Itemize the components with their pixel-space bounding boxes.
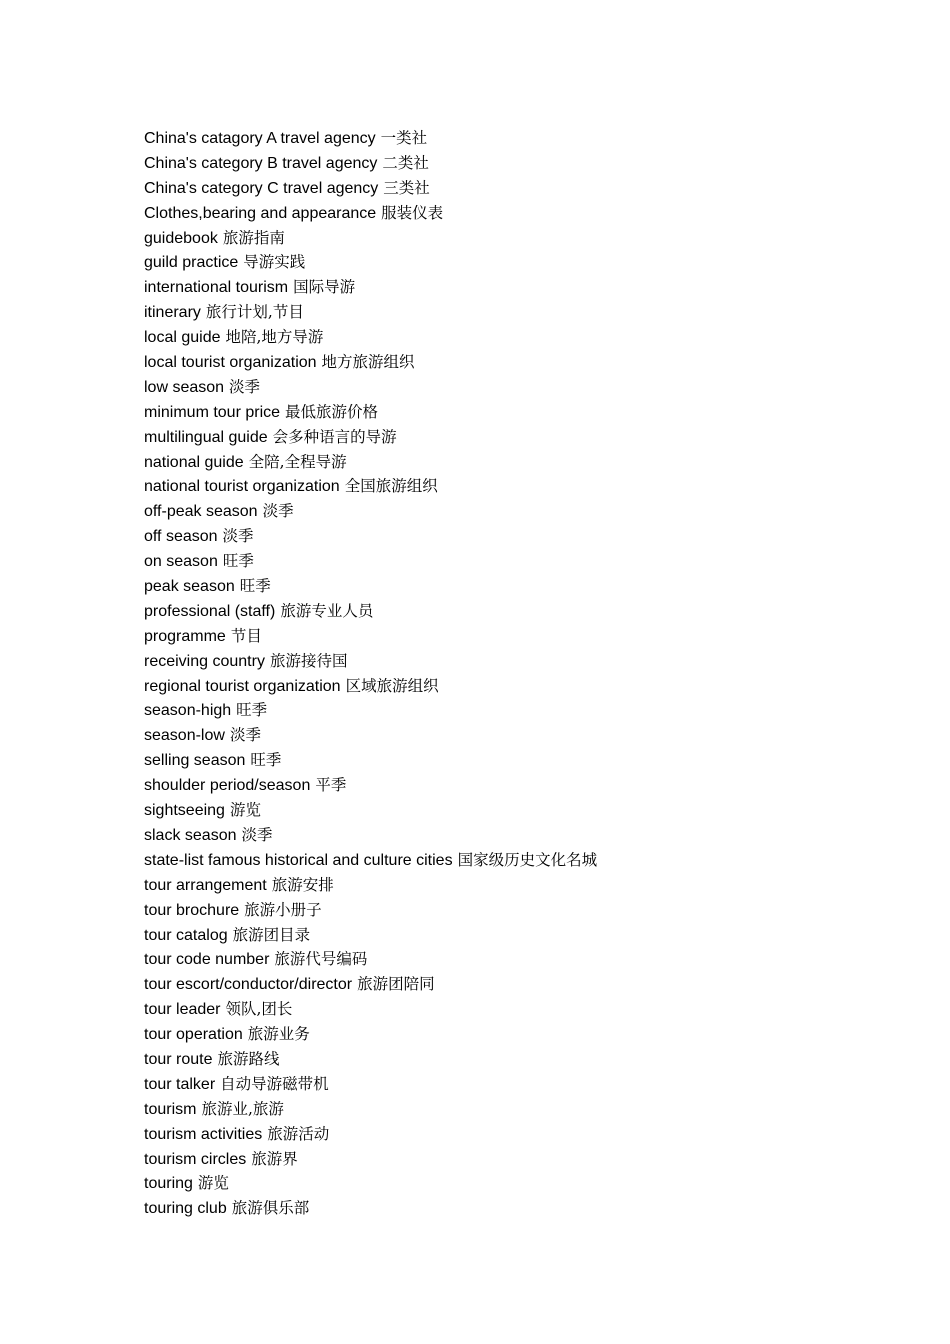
- chinese-term: 旅游业,旅游: [201, 1099, 284, 1118]
- glossary-entry: [144, 624, 597, 649]
- english-term: tourism circles: [144, 1150, 247, 1168]
- chinese-term: 旅游活动: [267, 1124, 330, 1143]
- english-term: tour route: [144, 1050, 213, 1068]
- english-term: international tourism: [144, 279, 289, 297]
- chinese-term: 旅行计划,节目: [205, 303, 304, 322]
- english-term: tour operation: [144, 1026, 243, 1044]
- chinese-term: 节目: [230, 626, 262, 645]
- chinese-term: 旅游指南: [222, 228, 285, 247]
- english-term: China's category C travel agency: [144, 179, 379, 197]
- chinese-term: 自动导游磁带机: [220, 1074, 329, 1093]
- chinese-term: 区域旅游组织: [345, 676, 439, 695]
- glossary-entry: [144, 748, 597, 773]
- glossary-entry: [144, 350, 597, 375]
- glossary-entry: [144, 947, 597, 972]
- glossary-entry: [144, 1072, 597, 1097]
- glossary-entry: [144, 848, 597, 873]
- english-term: professional (staff): [144, 602, 276, 620]
- english-term: tour catalog: [144, 926, 228, 944]
- chinese-term: 旅游路线: [217, 1049, 280, 1068]
- glossary-entry: [144, 1097, 597, 1122]
- english-term: slack season: [144, 826, 237, 844]
- english-term: national tourist organization: [144, 478, 340, 496]
- glossary-entry: [144, 997, 597, 1022]
- glossary-entry: [144, 873, 597, 898]
- glossary-entry: [144, 798, 597, 823]
- chinese-term: 最低旅游价格: [285, 402, 379, 421]
- chinese-term: 淡季: [241, 825, 273, 844]
- chinese-term: 淡季: [262, 502, 294, 521]
- chinese-term: 旺季: [239, 577, 271, 596]
- english-term: tourism activities: [144, 1125, 263, 1143]
- glossary-entry: [144, 400, 597, 425]
- glossary-entry: [144, 250, 597, 275]
- glossary-entry: [144, 1171, 597, 1196]
- glossary-entry: [144, 1147, 597, 1172]
- glossary-entry: [144, 898, 597, 923]
- chinese-term: 游览: [197, 1174, 229, 1193]
- english-term: off season: [144, 528, 218, 546]
- glossary-entry: [144, 499, 597, 524]
- english-term: touring club: [144, 1200, 227, 1218]
- english-term: guidebook: [144, 229, 218, 247]
- english-term: programme: [144, 627, 226, 645]
- english-term: China's catagory A travel agency: [144, 130, 376, 147]
- glossary-entry: [144, 151, 597, 176]
- chinese-term: 淡季: [229, 377, 261, 396]
- english-term: tourism: [144, 1100, 197, 1118]
- glossary-entry: [144, 549, 597, 574]
- english-term: tour arrangement: [144, 876, 267, 894]
- chinese-term: 旅游业务: [247, 1025, 310, 1044]
- chinese-term: 淡季: [229, 726, 261, 745]
- english-term: peak season: [144, 578, 235, 596]
- english-term: local tourist organization: [144, 354, 317, 372]
- english-term: tour code number: [144, 951, 270, 969]
- glossary-entry: [144, 1047, 597, 1072]
- glossary-entry: [144, 450, 597, 475]
- glossary-entry: [144, 126, 597, 151]
- glossary-entry: [144, 1122, 597, 1147]
- chinese-term: 旺季: [250, 751, 282, 770]
- glossary-list: [144, 126, 597, 1221]
- english-term: itinerary: [144, 304, 201, 322]
- glossary-entry: [144, 698, 597, 723]
- chinese-term: 旅游专业人员: [280, 601, 374, 620]
- chinese-term: 地陪,地方导游: [225, 328, 324, 347]
- english-term: season-high: [144, 702, 232, 720]
- glossary-entry: [144, 723, 597, 748]
- chinese-term: 旅游安排: [271, 875, 334, 894]
- glossary-entry: [144, 176, 597, 201]
- chinese-term: 地方旅游组织: [321, 353, 415, 372]
- glossary-entry: [144, 1022, 597, 1047]
- chinese-term: 旺季: [236, 701, 268, 720]
- glossary-entry: [144, 300, 597, 325]
- chinese-term: 平季: [315, 776, 347, 795]
- chinese-term: 导游实践: [243, 253, 306, 272]
- glossary-entry: [144, 201, 597, 226]
- glossary-entry: [144, 674, 597, 699]
- chinese-term: 国际导游: [293, 278, 356, 297]
- english-term: guild practice: [144, 254, 239, 272]
- chinese-term: 旅游团陪同: [357, 975, 435, 994]
- chinese-term: 一类社: [380, 129, 428, 147]
- english-term: touring: [144, 1175, 193, 1193]
- glossary-entry: [144, 823, 597, 848]
- chinese-term: 旅游代号编码: [274, 950, 368, 969]
- chinese-term: 全国旅游组织: [344, 477, 438, 496]
- english-term: receiving country: [144, 652, 265, 670]
- chinese-term: 三类社: [383, 178, 430, 197]
- chinese-term: 二类社: [382, 153, 429, 172]
- chinese-term: 旅游团目录: [232, 925, 311, 944]
- glossary-entry: [144, 923, 597, 948]
- chinese-term: 旺季: [222, 552, 254, 571]
- english-term: off-peak season: [144, 503, 258, 521]
- chinese-term: 国家级历史文化名城: [457, 850, 598, 869]
- chinese-term: 旅游接待国: [269, 651, 348, 670]
- english-term: tour talker: [144, 1075, 216, 1093]
- english-term: tour brochure: [144, 901, 240, 919]
- english-term: minimum tour price: [144, 403, 281, 421]
- english-term: selling season: [144, 752, 246, 770]
- english-term: sightseeing: [144, 802, 225, 820]
- glossary-entry: [144, 524, 597, 549]
- english-term: multilingual guide: [144, 428, 268, 446]
- glossary-entry: [144, 1196, 597, 1221]
- glossary-entry: [144, 474, 597, 499]
- chinese-term: 旅游俱乐部: [231, 1199, 310, 1218]
- english-term: China's category B travel agency: [144, 154, 378, 172]
- glossary-entry: [144, 773, 597, 798]
- glossary-entry: [144, 226, 597, 251]
- glossary-entry: [144, 574, 597, 599]
- glossary-entry: [144, 375, 597, 400]
- glossary-entry: [144, 972, 597, 997]
- english-term: national guide: [144, 453, 244, 471]
- glossary-entry: [144, 275, 597, 300]
- english-term: Clothes,bearing and appearance: [144, 204, 377, 222]
- english-term: tour escort/conductor/director: [144, 976, 353, 994]
- chinese-term: 服装仪表: [381, 203, 444, 222]
- glossary-entry: [144, 325, 597, 350]
- chinese-term: 领队,团长: [225, 1000, 293, 1019]
- chinese-term: 游览: [229, 801, 261, 820]
- chinese-term: 旅游界: [251, 1149, 298, 1168]
- glossary-entry: [144, 649, 597, 674]
- english-term: low season: [144, 378, 225, 396]
- chinese-term: 全陪,全程导游: [248, 452, 347, 471]
- chinese-term: 会多种语言的导游: [272, 427, 397, 446]
- english-term: shoulder period/season: [144, 777, 311, 795]
- glossary-entry: [144, 599, 597, 624]
- english-term: on season: [144, 553, 218, 571]
- chinese-term: 旅游小册子: [244, 900, 322, 919]
- english-term: season-low: [144, 727, 225, 745]
- english-term: local guide: [144, 329, 221, 347]
- glossary-entry: [144, 425, 597, 450]
- english-term: state-list famous historical and culture cities: [144, 851, 453, 869]
- english-term: regional tourist organization: [144, 677, 341, 695]
- chinese-term: 淡季: [222, 527, 254, 546]
- english-term: tour leader: [144, 1001, 221, 1019]
